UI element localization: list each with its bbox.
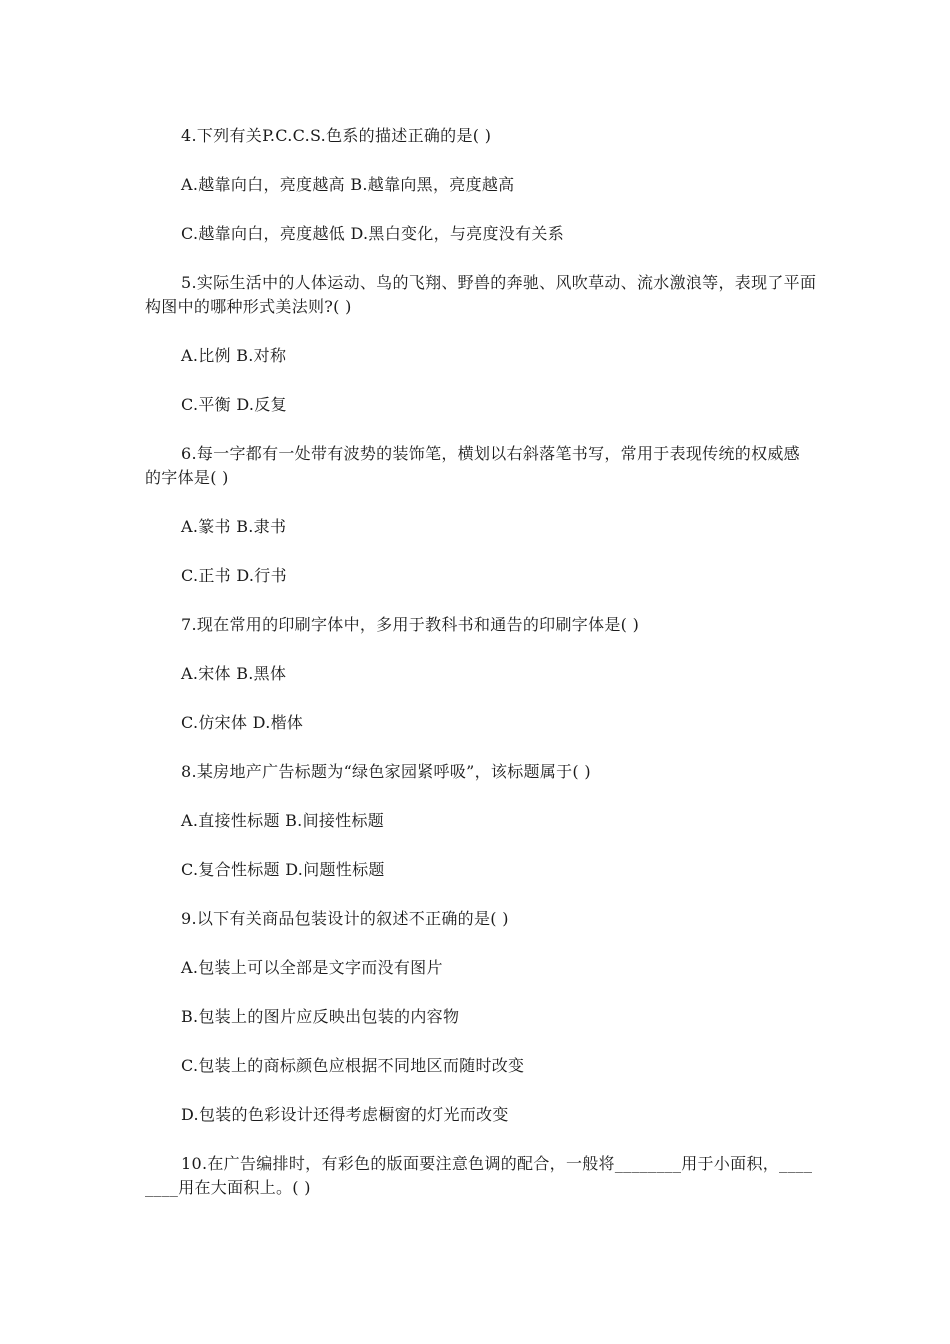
question-5-options-ab: A.比例 B.对称 — [181, 346, 287, 365]
question-10-line-1: 10.在广告编排时，有彩色的版面要注意色调的配合，一般将________用于小面积，____ — [181, 1154, 813, 1173]
question-6-line-1: 6.每一字都有一处带有波势的装饰笔，横划以右斜落笔书写，常用于表现传统的权威感 — [181, 444, 800, 463]
question-8-options-cd: C.复合性标题 D.问题性标题 — [181, 860, 385, 879]
question-4-options-cd: C.越靠向白，亮度越低 D.黑白变化，与亮度没有关系 — [181, 224, 564, 243]
question-6-options-cd: C.正书 D.行书 — [181, 566, 287, 585]
question-5-line-2: 构图中的哪种形式美法则?( ) — [145, 297, 352, 316]
question-7-options-ab: A.宋体 B.黑体 — [181, 664, 287, 683]
question-9-option-d: D.包装的色彩设计还得考虑橱窗的灯光而改变 — [181, 1105, 509, 1124]
question-5-line-1: 5.实际生活中的人体运动、鸟的飞翔、野兽的奔驰、风吹草动、流水激浪等，表现了平面 — [181, 273, 817, 292]
question-4: 4.下列有关P.C.C.S.色系的描述正确的是( ) — [181, 126, 492, 145]
question-6-line-2: 的字体是( ) — [145, 468, 229, 487]
question-10-line-2: ____用在大面积上。( ) — [145, 1178, 311, 1197]
question-5-options-cd: C.平衡 D.反复 — [181, 395, 287, 414]
question-9-option-a: A.包装上可以全部是文字而没有图片 — [181, 958, 443, 977]
question-9-option-b: B.包装上的图片应反映出包装的内容物 — [181, 1007, 460, 1026]
question-8-options-ab: A.直接性标题 B.间接性标题 — [181, 811, 385, 830]
question-9: 9.以下有关商品包装设计的叙述不正确的是( ) — [181, 909, 509, 928]
question-8: 8.某房地产广告标题为“绿色家园紧呼吸”，该标题属于( ) — [181, 762, 591, 781]
question-9-option-c: C.包装上的商标颜色应根据不同地区而随时改变 — [181, 1056, 525, 1075]
question-7-options-cd: C.仿宋体 D.楷体 — [181, 713, 304, 732]
question-4-options-ab: A.越靠向白，亮度越高 B.越靠向黑，亮度越高 — [181, 175, 515, 194]
question-6-options-ab: A.篆书 B.隶书 — [181, 517, 287, 536]
question-7: 7.现在常用的印刷字体中，多用于教科书和通告的印刷字体是( ) — [181, 615, 640, 634]
